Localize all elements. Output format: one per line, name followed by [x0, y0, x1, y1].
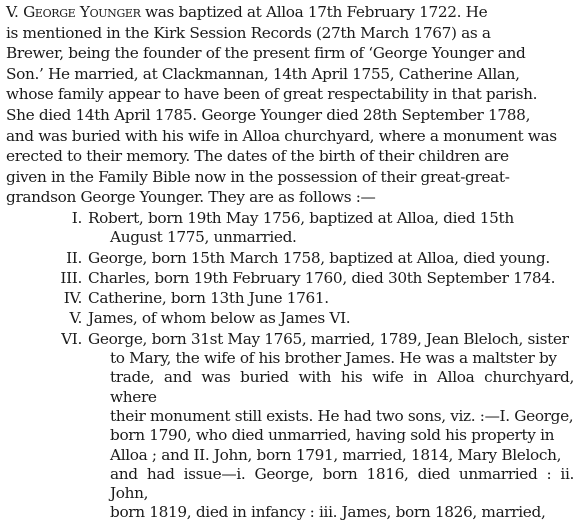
child-line: Charles, born 19th February 1760, died 30th September 1784. — [88, 268, 556, 287]
child-text — [88, 289, 576, 308]
child-line: born 1790, who died unmarried, having sold his property in — [110, 426, 555, 445]
child-line: to Mary, the wife of his brother James. He was a maltster by — [110, 349, 557, 368]
document-page — [6, 2, 576, 524]
child-line: George, born 15th March 1758, baptized at Alloa, died young. — [88, 248, 550, 267]
child-line: their monument still exists. He had two sons, viz. :—I. George, — [110, 406, 574, 425]
intro-line — [6, 2, 576, 23]
child-line: trade, and was buried with his wife in Alloa churchyard, where — [110, 368, 574, 406]
child-text — [88, 330, 576, 523]
generation-numeral: V. — [6, 3, 19, 21]
intro-line: given in the Family Bible now in the possession of their great-great- — [6, 167, 510, 186]
child-entry — [6, 330, 576, 523]
child-line: George, born 31st May 1765, married, 1789, Jean Bleloch, sister — [88, 329, 569, 348]
intro-line: Brewer, being the founder of the present firm of ‘George Younger and — [6, 44, 526, 63]
intro-line: grandson George Younger. They are as follows :— — [6, 188, 376, 207]
child-line: Robert, born 19th May 1756, baptized at Alloa, died 15th — [88, 208, 514, 227]
intro-paragraph — [6, 2, 576, 208]
child-entry — [6, 309, 576, 328]
intro-line: Son.’ He married, at Clackmannan, 14th April 1755, Catherine Allan, — [6, 64, 520, 83]
intro-line: erected to their memory. The dates of the birth of their children are — [6, 147, 509, 166]
child-numeral: VI. — [61, 329, 82, 348]
child-text — [88, 309, 576, 328]
child-line: and had issue—i. George, born 1816, died unmarried : ii. John, — [110, 464, 574, 503]
child-numeral: III. — [60, 268, 82, 287]
child-line: Alloa ; and II. John, born 1791, married, 1814, Mary Bleloch, — [110, 445, 562, 464]
intro-line: She died 14th April 1785. George Younger died 28th September 1788, — [6, 105, 531, 124]
child-entry — [6, 269, 576, 288]
child-text — [88, 249, 576, 268]
intro-line: and was buried with his wife in Alloa churchyard, where a monument was — [6, 126, 557, 145]
child-numeral: II. — [66, 248, 82, 267]
child-line: James, of whom below as James VI. — [88, 309, 351, 328]
child-line: born 1819, died in infancy : iii. James, born 1826, married, — [110, 503, 546, 522]
intro-line: is mentioned in the Kirk Session Records (27th March 1767) as a — [6, 23, 491, 42]
person-name: George Younger — [23, 3, 141, 21]
child-numeral: I. — [71, 208, 82, 227]
child-numeral: IV. — [63, 289, 82, 308]
intro-line: whose family appear to have been of great respectability in that parish. — [6, 85, 538, 104]
child-line: August 1775, unmarried. — [110, 228, 297, 247]
child-entry — [6, 209, 576, 248]
children-list — [6, 209, 576, 523]
intro-line-text: was baptized at Alloa 17th February 1722. He — [140, 3, 488, 21]
child-numeral: V. — [69, 309, 82, 328]
child-text — [88, 209, 576, 248]
child-entry — [6, 289, 576, 308]
child-line: Catherine, born 13th June 1761. — [88, 289, 329, 308]
child-entry — [6, 249, 576, 268]
child-text — [88, 269, 576, 288]
